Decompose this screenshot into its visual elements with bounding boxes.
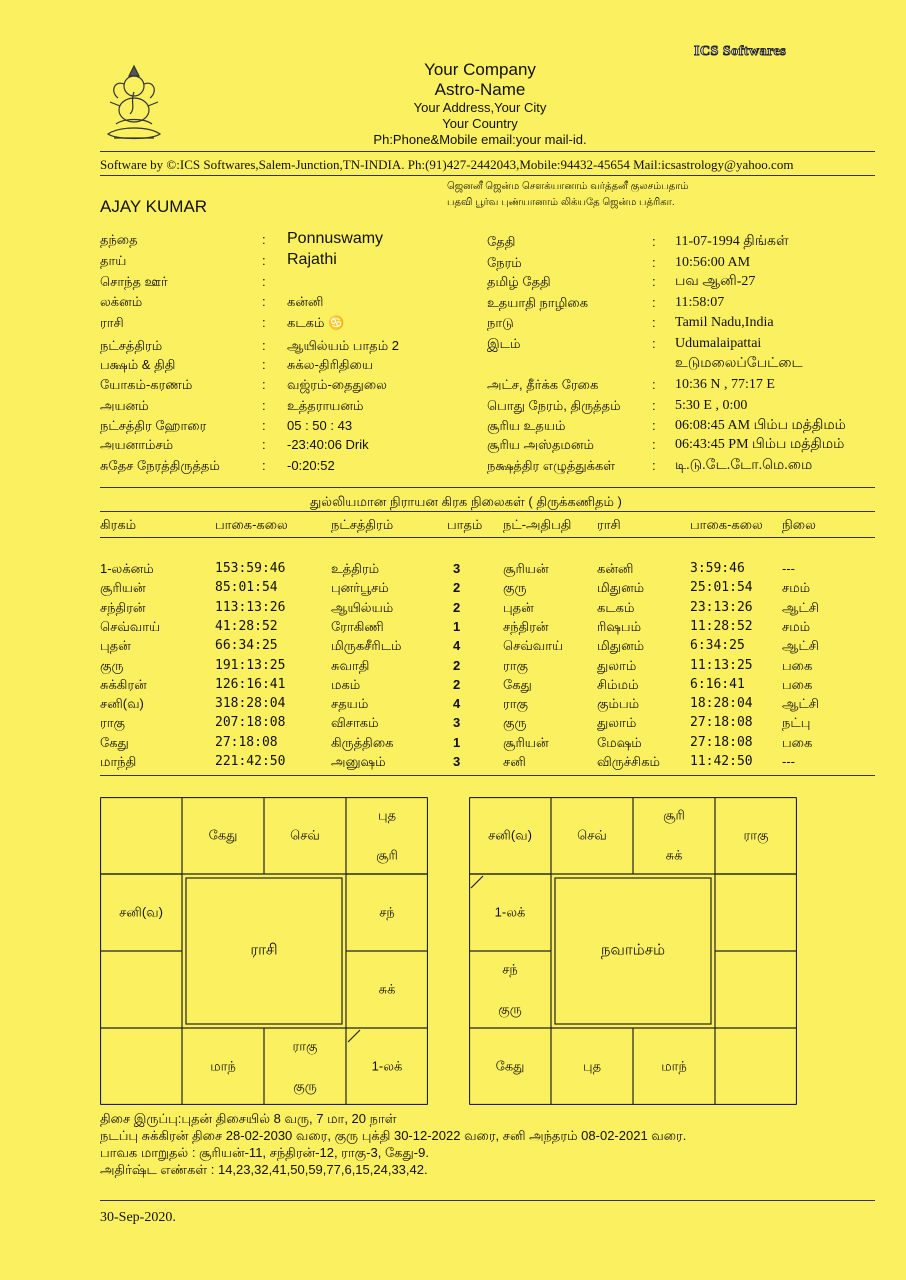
- detail-colon: :: [262, 398, 266, 413]
- chart-planet: சுக்: [378, 981, 396, 996]
- dasa-balance: திசை இருப்பு:புதன் திசையில் 8 வரு, 7 மா, 20 நாள்: [100, 1111, 397, 1126]
- detail-value: -0:20:52: [287, 458, 335, 473]
- table-cell: ---: [782, 561, 795, 576]
- lucky-numbers: அதிர்ஷ்ட எண்கள் : 14,23,32,41,50,59,77,6,15,24,33,42.: [100, 1162, 428, 1177]
- chart-planet: 1-லக்: [494, 904, 526, 919]
- detail-colon: :: [652, 315, 656, 330]
- detail-colon: :: [652, 274, 656, 289]
- table-cell: 1-லக்னம்: [100, 561, 154, 576]
- detail-value: கடகம் ♋: [287, 315, 345, 330]
- table-cell: 18:28:04: [690, 696, 753, 712]
- detail-label: அயனாம்சம்: [100, 437, 174, 452]
- table-cell: செவ்வாய்: [100, 618, 161, 634]
- detail-value: சுக்ல-திரிதியை: [287, 357, 374, 372]
- table-cell: 11:42:50: [690, 754, 753, 769]
- chart-planet: மாந்: [210, 1058, 236, 1073]
- brand-logo-text: ICS Softwares: [694, 44, 787, 59]
- contact: Ph:Phone&Mobile email:your mail-id.: [373, 132, 587, 147]
- table-cell: 2: [453, 580, 461, 596]
- detail-value: கன்னி: [287, 294, 324, 309]
- table-cell: புனர்பூசம்: [331, 580, 389, 596]
- table-row: [0, 561, 906, 579]
- detail-value: Ponnuswamy: [287, 230, 384, 247]
- chart-planet: கேது: [208, 827, 238, 842]
- print-date: 30-Sep-2020.: [100, 1210, 176, 1225]
- table-row: [0, 696, 906, 714]
- detail-value: பவ ஆனி-27: [675, 274, 756, 289]
- column-header: பாதம்: [447, 517, 483, 532]
- chart-planet: ராகு: [743, 827, 769, 842]
- table-cell: 27:18:08: [690, 734, 753, 750]
- column-header: நிலை: [782, 517, 816, 532]
- table-cell: 191:13:25: [215, 657, 286, 673]
- chart-center-label: நவாம்சம்: [600, 941, 666, 959]
- table-cell: கடகம்: [597, 599, 635, 615]
- table-cell: துலாம்: [597, 715, 637, 731]
- detail-label: தந்தை: [100, 232, 138, 247]
- detail-label: தேதி: [487, 234, 516, 249]
- astrologer-name: Astro-Name: [434, 80, 526, 99]
- table-row: [0, 754, 906, 772]
- detail-label: யோகம்-கரணம்: [100, 377, 193, 392]
- detail-label: தாய்: [100, 253, 127, 268]
- table-cell: விருச்சிகம்: [597, 754, 660, 769]
- software-credit: Software by ©:ICS Softwares,Salem-Junction,TN-INDIA. Ph:(91)427-2442043,Mobile:94432-45654 Mail:icsastrology@yahoo.com: [100, 157, 794, 172]
- detail-value: 06:08:45 AM பிம்ப மத்திமம்: [675, 418, 846, 433]
- lagna-marker: [471, 876, 483, 888]
- detail-label: அட்ச, தீர்க்க ரேகை: [487, 377, 599, 392]
- table-cell: கேது: [503, 676, 532, 692]
- table-row: [0, 658, 906, 676]
- navamsa-chart: [469, 797, 797, 1105]
- detail-label: சுதேச நேரத்திருத்தம்: [100, 458, 220, 473]
- table-cell: சிம்மம்: [597, 676, 639, 692]
- table-cell: புதன்: [503, 599, 534, 615]
- detail-colon: :: [652, 418, 656, 433]
- detail-colon: :: [262, 377, 266, 392]
- table-cell: 11:28:52: [690, 618, 753, 634]
- detail-colon: :: [262, 253, 266, 268]
- table-cell: 4: [453, 638, 461, 654]
- detail-colon: :: [262, 294, 266, 309]
- table-cell: துலாம்: [597, 657, 637, 673]
- detail-label: ராசி: [100, 315, 124, 330]
- detail-label: தமிழ் தேதி: [487, 274, 551, 289]
- table-cell: 6:34:25: [690, 638, 745, 654]
- table-cell: சனி(வ): [100, 696, 144, 712]
- planet-table-title: துல்லியமான நிராயன கிரக நிலைகள் ( திருக்கணிதம் ): [310, 494, 622, 509]
- table-cell: பகை: [782, 676, 813, 692]
- detail-colon: :: [652, 255, 656, 270]
- table-cell: மேஷம்: [597, 734, 642, 750]
- divider: [100, 775, 875, 776]
- detail-colon: :: [262, 458, 266, 473]
- detail-label: லக்னம்: [100, 294, 143, 309]
- detail-label: உதயாதி நாழிகை: [487, 295, 589, 310]
- table-row: [0, 715, 906, 733]
- lagna-marker: [348, 1030, 360, 1042]
- detail-value: Udumalaipattai: [675, 336, 762, 351]
- table-cell: 27:18:08: [690, 715, 753, 731]
- sloka: [447, 179, 688, 211]
- table-cell: ஆட்சி: [782, 599, 819, 615]
- detail-label: அயனம்: [100, 398, 149, 413]
- table-cell: ஆட்சி: [782, 696, 819, 712]
- table-cell: 2: [453, 657, 461, 673]
- table-cell: 27:18:08: [215, 734, 278, 750]
- table-cell: பகை: [782, 657, 813, 673]
- chart-planet: செவ்: [577, 827, 607, 842]
- chart-planet: குரு: [498, 1001, 522, 1016]
- table-row: [0, 619, 906, 637]
- table-cell: கேது: [100, 734, 129, 750]
- column-header: ராசி: [597, 517, 621, 532]
- table-cell: மகம்: [331, 676, 361, 692]
- table-cell: மாந்தி: [100, 754, 137, 769]
- table-cell: 25:01:54: [690, 580, 753, 596]
- table-cell: சுவாதி: [331, 657, 370, 673]
- chart-planet: புத: [377, 807, 397, 822]
- detail-colon: :: [652, 398, 656, 413]
- table-cell: 23:13:26: [690, 599, 753, 615]
- table-cell: அனுஷம்: [331, 754, 386, 769]
- divider: [100, 175, 875, 176]
- table-cell: 1: [453, 618, 461, 634]
- ganesha-logo-icon: [100, 62, 168, 144]
- chart-planet: புத: [582, 1058, 602, 1073]
- column-header: பாகை-கலை: [690, 517, 763, 532]
- table-cell: 66:34:25: [215, 638, 278, 654]
- detail-value: -23:40:06 Drik: [287, 437, 369, 452]
- table-cell: நட்பு: [782, 715, 811, 731]
- chart-planet: கேது: [495, 1058, 525, 1073]
- table-cell: 6:16:41: [690, 676, 745, 692]
- detail-label: பொது நேரம், திருத்தம்: [487, 398, 621, 413]
- detail-value: Tamil Nadu,India: [675, 315, 774, 330]
- chart-planet: 1-லக்: [371, 1058, 403, 1073]
- detail-value: 11-07-1994 திங்கள்: [675, 234, 789, 249]
- divider: [100, 151, 875, 152]
- table-cell: செவ்வாய்: [503, 638, 564, 654]
- detail-colon: :: [262, 274, 266, 289]
- table-cell: சதயம்: [331, 696, 369, 712]
- table-cell: சந்திரன்: [100, 599, 146, 615]
- detail-colon: :: [652, 377, 656, 392]
- table-cell: 113:13:26: [215, 599, 286, 615]
- company-name: Your Company: [424, 60, 536, 79]
- table-cell: ரோகிணி: [331, 618, 384, 634]
- address: Your Address,Your City: [413, 100, 547, 115]
- table-cell: சமம்: [782, 618, 811, 634]
- detail-colon: :: [262, 418, 266, 433]
- table-cell: 3: [453, 754, 461, 769]
- table-row: [0, 600, 906, 618]
- chart-planet: சுக்: [665, 847, 683, 862]
- detail-value: 10:56:00 AM: [675, 255, 751, 270]
- table-cell: கன்னி: [597, 561, 634, 576]
- detail-colon: :: [652, 336, 656, 351]
- bhava-change: பாவக மாறுதல் : சூரியன்-11, சந்திரன்-12, ராகு-3, கேது-9.: [100, 1145, 429, 1160]
- detail-value: 10:36 N , 77:17 E: [675, 377, 775, 392]
- detail-label: சூரிய அஸ்தமனம்: [487, 437, 594, 452]
- table-cell: 1: [453, 734, 461, 750]
- detail-value: உத்தராயனம்: [287, 398, 364, 413]
- column-header: நட்சத்திரம்: [331, 517, 394, 532]
- chart-planet: சனி(வ): [488, 827, 532, 842]
- table-cell: 207:18:08: [215, 715, 286, 731]
- table-cell: ராகு: [503, 657, 528, 673]
- table-cell: சூரியன்: [100, 580, 146, 596]
- table-cell: குரு: [100, 657, 124, 673]
- table-cell: 3: [453, 715, 461, 731]
- chart-planet: சந்: [502, 961, 518, 976]
- detail-label: சொந்த ஊர்: [100, 274, 168, 289]
- divider: [100, 511, 875, 512]
- table-cell: மிதுனம்: [597, 580, 645, 596]
- chart-planet: ராகு: [292, 1038, 318, 1053]
- table-cell: 3:59:46: [690, 561, 745, 576]
- header-block: [330, 60, 630, 148]
- current-dasa: நடப்பு சுக்கிரன் திசை 28-02-2030 வரை, குரு புக்தி 30-12-2022 வரை, சனி அந்தரம் 08-02-2021 வரை.: [100, 1128, 687, 1143]
- divider: [100, 1200, 875, 1201]
- table-cell: மிதுனம்: [597, 638, 645, 654]
- table-row: [0, 638, 906, 656]
- table-cell: 41:28:52: [215, 618, 278, 634]
- table-cell: ஆயில்யம்: [331, 599, 394, 615]
- chart-planet: சூரி: [376, 847, 398, 862]
- table-cell: 318:28:04: [215, 696, 286, 712]
- divider: [100, 537, 875, 538]
- detail-label: நட்சத்திர ஹோரை: [100, 418, 207, 433]
- rasi-chart: [100, 797, 428, 1105]
- divider: [100, 487, 875, 488]
- table-cell: 221:42:50: [215, 754, 286, 769]
- chart-planet: சந்: [379, 904, 395, 919]
- detail-label: நக்ஷத்திர எழுத்துக்கள்: [487, 458, 615, 473]
- table-cell: ராகு: [503, 696, 528, 712]
- detail-label: நட்சத்திரம்: [100, 338, 163, 353]
- detail-colon: :: [262, 315, 266, 330]
- table-cell: ஆட்சி: [782, 638, 819, 654]
- table-cell: சூரியன்: [503, 734, 549, 750]
- table-cell: உத்திரம்: [331, 561, 380, 576]
- table-cell: 4: [453, 696, 461, 712]
- table-cell: 2: [453, 676, 461, 692]
- column-header: கிரகம்: [100, 517, 137, 532]
- detail-value: உடுமலைப்பேட்டை: [675, 356, 803, 371]
- column-header: பாகை-கலை: [215, 517, 288, 532]
- detail-colon: :: [262, 338, 266, 353]
- table-cell: பகை: [782, 734, 813, 750]
- detail-label: நேரம்: [487, 255, 522, 270]
- table-cell: விசாகம்: [331, 715, 379, 731]
- sloka-line: பதவி பூர்வ புண்யானாம் லிக்யதே ஜென்ம பத்ரிகா.: [447, 197, 675, 208]
- table-cell: கிருத்திகை: [331, 734, 394, 750]
- detail-value: 11:58:07: [675, 295, 725, 310]
- chart-planet: செவ்: [290, 827, 320, 842]
- detail-value: ஆயில்யம் பாதம் 2: [287, 338, 400, 353]
- table-cell: சூரியன்: [503, 561, 549, 576]
- table-row: [0, 735, 906, 753]
- detail-value: டி.டு.டே.டோ.மெ.மை: [675, 458, 813, 473]
- detail-value: வஜ்ரம்-தைதுலை: [287, 377, 387, 392]
- table-cell: குரு: [503, 715, 527, 731]
- table-row: [0, 677, 906, 695]
- table-cell: ரிஷபம்: [597, 618, 642, 634]
- table-cell: சந்திரன்: [503, 618, 549, 634]
- table-row: [0, 580, 906, 598]
- table-cell: புதன்: [100, 638, 131, 654]
- chart-planet: மாந்: [661, 1058, 687, 1073]
- detail-colon: :: [652, 234, 656, 249]
- detail-colon: :: [652, 458, 656, 473]
- detail-label: நாடு: [487, 315, 514, 330]
- table-cell: ---: [782, 754, 795, 769]
- table-cell: 2: [453, 599, 461, 615]
- detail-colon: :: [262, 232, 266, 247]
- table-cell: கும்பம்: [597, 696, 640, 712]
- column-header: நட்-அதிபதி: [503, 517, 572, 532]
- detail-value: 5:30 E , 0:00: [675, 398, 748, 413]
- table-cell: சமம்: [782, 580, 811, 596]
- detail-label: இடம்: [487, 336, 521, 351]
- chart-planet: சூரி: [663, 807, 685, 822]
- table-cell: குரு: [503, 580, 527, 596]
- detail-label: பக்ஷம் & திதி: [100, 357, 176, 372]
- detail-value: Rajathi: [287, 251, 337, 268]
- detail-value: 06:43:45 PM பிம்ப மத்திமம்: [675, 437, 845, 452]
- detail-colon: :: [652, 295, 656, 310]
- detail-colon: :: [652, 437, 656, 452]
- table-cell: 153:59:46: [215, 561, 286, 576]
- detail-colon: :: [262, 357, 266, 372]
- chart-planet: குரு: [293, 1078, 317, 1093]
- table-cell: 85:01:54: [215, 580, 278, 596]
- person-name: AJAY KUMAR: [100, 197, 208, 216]
- detail-value: 05 : 50 : 43: [287, 418, 353, 433]
- chart-center-label: ராசி: [250, 941, 278, 959]
- country: Your Country: [442, 116, 518, 131]
- chart-planet: சனி(வ): [119, 904, 163, 919]
- detail-label: சூரிய உதயம்: [487, 418, 566, 433]
- table-cell: 11:13:25: [690, 657, 753, 673]
- table-cell: சுக்கிரன்: [100, 676, 147, 692]
- table-cell: ராகு: [100, 715, 125, 731]
- table-cell: 126:16:41: [215, 676, 286, 692]
- table-cell: சனி: [503, 754, 526, 769]
- detail-colon: :: [262, 437, 266, 452]
- table-cell: மிருகசீரிடம்: [331, 638, 402, 654]
- sloka-line: ஜெனனீ ஜென்ம சௌக்யானாம் வர்த்தனீ குலசம்பதாம்: [447, 181, 689, 192]
- table-cell: 3: [453, 561, 461, 576]
